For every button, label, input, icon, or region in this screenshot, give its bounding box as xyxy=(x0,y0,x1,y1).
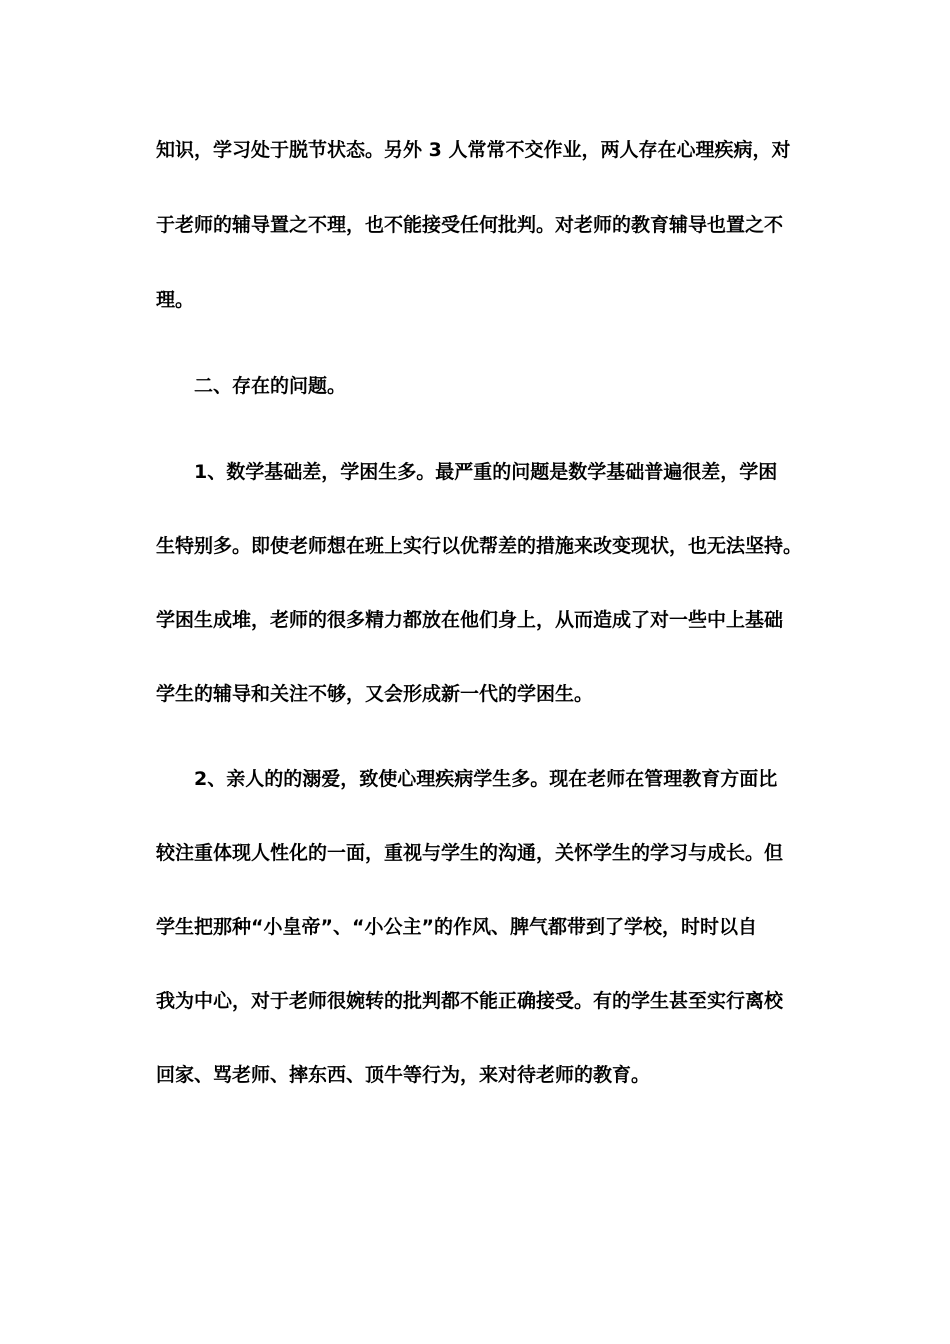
text-line: 回家、骂老师、摔东西、顶牛等行为，来对待老师的教育。 xyxy=(156,1064,651,1086)
text-line: 学生把那种“小皇帝”、“小公主”的作风、脾气都带到了学校，时时以自 xyxy=(156,916,757,938)
text-line: 较注重体现人性化的一面，重视与学生的沟通，关怀学生的学习与成长。但 xyxy=(156,842,784,864)
text-line: 1、数学基础差，学困生多。最严重的问题是数学基础普遍很差，学困 xyxy=(194,461,778,483)
text-line: 生特别多。即使老师想在班上实行以优帮差的措施来改变现状，也无法坚持。 xyxy=(156,535,803,557)
text-line: 学生的辅导和关注不够，又会形成新一代的学困生。 xyxy=(156,683,594,705)
text-line: 2、亲人的的溺爱，致使心理疾病学生多。现在老师在管理教育方面比 xyxy=(194,768,778,790)
text-line: 理。 xyxy=(156,289,195,311)
text-line: 我为中心，对于老师很婉转的批判都不能正确接受。有的学生甚至实行离校 xyxy=(156,990,784,1012)
section-heading: 二、存在的问题。 xyxy=(194,375,347,397)
text-line: 知识，学习处于脱节状态。另外 3 人常常不交作业，两人存在心理疾病，对 xyxy=(156,139,791,161)
text-line: 于老师的辅导置之不理，也不能接受任何批判。对老师的教育辅导也置之不 xyxy=(156,214,784,236)
text-line: 学困生成堆，老师的很多精力都放在他们身上，从而造成了对一些中上基础 xyxy=(156,609,784,631)
